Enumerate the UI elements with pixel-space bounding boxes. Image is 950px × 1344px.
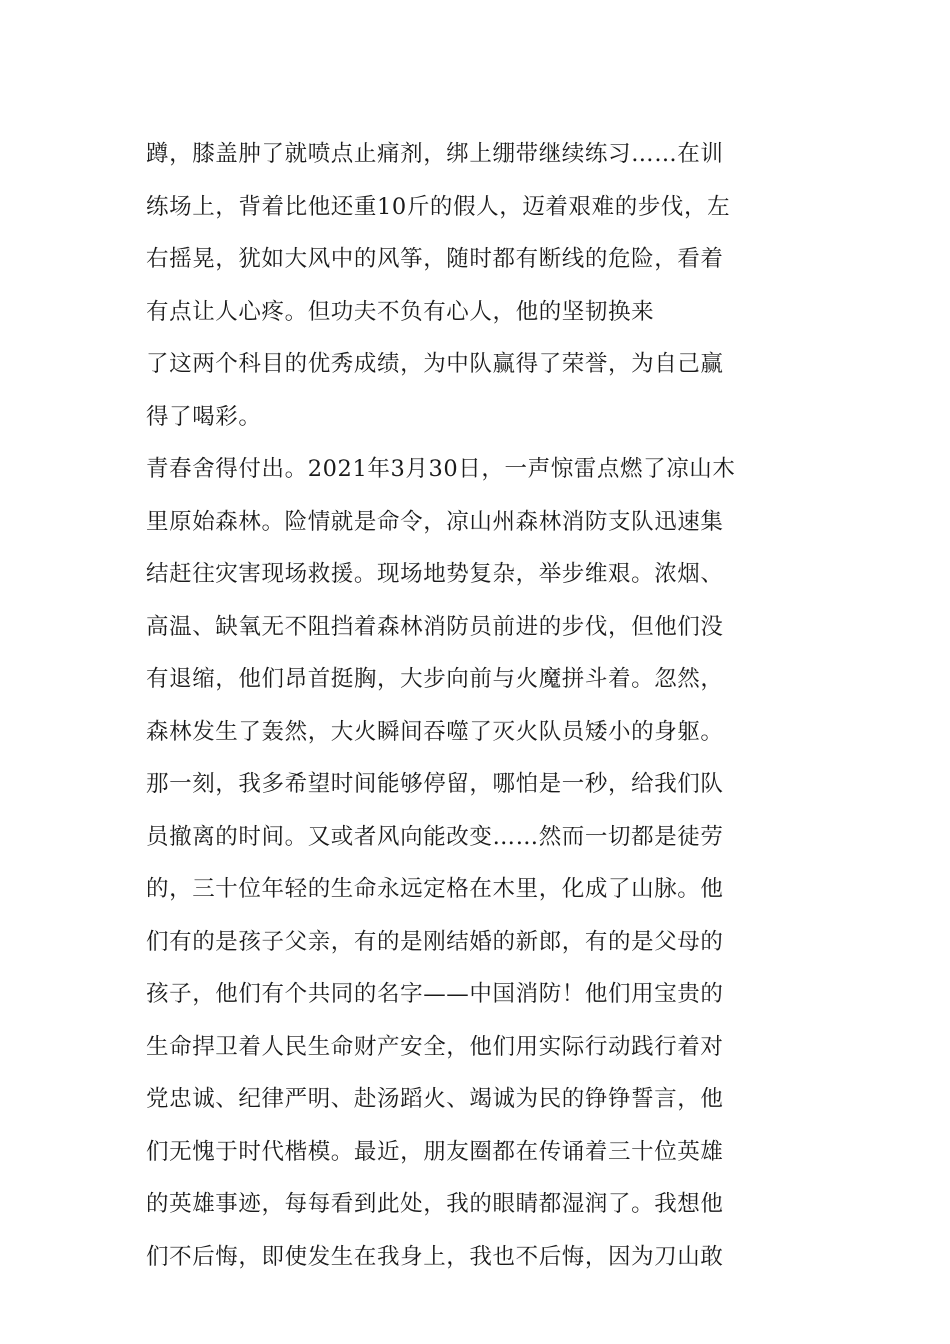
text-line: 有退缩，他们昂首挺胸，大步向前与火魔拼斗着。忽然， bbox=[146, 666, 724, 692]
text-line: 的，三十位年轻的生命永远定格在木里，化成了山脉。他 bbox=[146, 876, 724, 902]
text-line: 练场上，背着比他还重10斤的假人，迈着艰难的步伐，左 bbox=[146, 193, 731, 220]
text-line: 们有的是孩子父亲，有的是刚结婚的新郎，有的是父母的 bbox=[146, 928, 724, 955]
body-text bbox=[146, 128, 811, 1283]
text-line: 里原始森林。险情就是命令，凉山州森林消防支队迅速集 bbox=[146, 508, 724, 535]
text-line: 高温、缺氧无不阻挡着森林消防员前进的步伐，但他们没 bbox=[146, 613, 724, 640]
text-line: 得了喝彩。 bbox=[146, 403, 262, 430]
text-line: 了这两个科目的优秀成绩，为中队赢得了荣誉，为自己赢 bbox=[146, 351, 724, 377]
text-line: 蹲，膝盖肿了就喷点止痛剂，绑上绷带继续练习……在训 bbox=[146, 141, 724, 167]
text-line: 右摇晃，犹如大风中的风筝，随时都有断线的危险，看着 bbox=[146, 246, 724, 272]
text-line: 孩子，他们有个共同的名字——中国消防！他们用宝贵的 bbox=[146, 981, 724, 1007]
text-line: 青春舍得付出。2021年3月30日，一声惊雷点燃了凉山木 bbox=[146, 456, 736, 482]
text-line: 结赶往灾害现场救援。现场地势复杂，举步维艰。浓烟、 bbox=[146, 561, 724, 587]
text-line: 们不后悔，即使发生在我身上，我也不后悔，因为刀山敢 bbox=[146, 1243, 724, 1270]
text-line: 森林发生了轰然，大火瞬间吞噬了灭火队员矮小的身躯。 bbox=[146, 718, 724, 745]
text-line: 有点让人心疼。但功夫不负有心人，他的坚韧换来 bbox=[146, 298, 655, 325]
text-line: 那一刻，我多希望时间能够停留，哪怕是一秒，给我们队 bbox=[146, 771, 724, 797]
text-line: 的英雄事迹，每每看到此处，我的眼睛都湿润了。我想他 bbox=[146, 1191, 724, 1217]
text-line: 员撤离的时间。又或者风向能改变……然而一切都是徒劳 bbox=[146, 823, 724, 850]
text-line: 们无愧于时代楷模。最近，朋友圈都在传诵着三十位英雄 bbox=[146, 1138, 724, 1165]
text-line: 生命捍卫着人民生命财产安全，他们用实际行动践行着对 bbox=[146, 1033, 724, 1060]
text-line: 党忠诚、纪律严明、赴汤蹈火、竭诚为民的铮铮誓言，他 bbox=[146, 1086, 724, 1112]
